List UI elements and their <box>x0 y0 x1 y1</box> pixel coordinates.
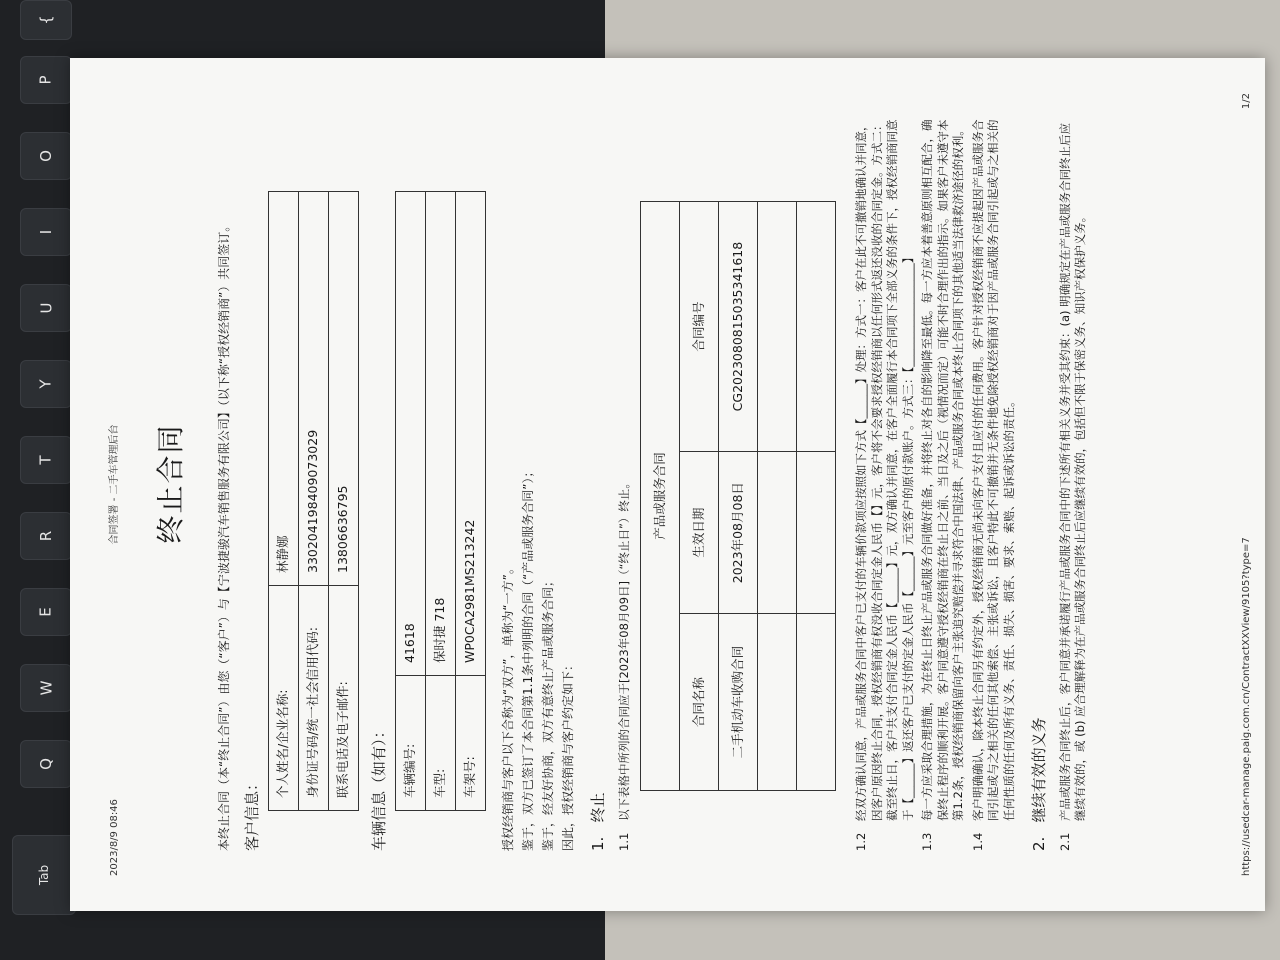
key-i[interactable]: I <box>20 208 72 256</box>
clause-text: 客户明确确认，除本终止合同另有约定外，授权经销商无尚未向客户支付且应付的任何费用。客户针对授权经销商不应提起因产品或服务合同引起或与之相关的任何其他索偿、主张或诉讼，且客户特此不可撤销并无条件地免除授权经销商对于因产品或服务合同引起或与之相关的任何性质的任何及所有义务、责任、损失、损害、要求、索赔、起诉或诉讼的责任。 <box>970 119 1016 821</box>
table-cell <box>797 452 836 614</box>
clause-1-4 <box>971 116 1018 851</box>
table-row <box>425 192 455 811</box>
table-cell <box>758 452 797 614</box>
clause-1-3 <box>920 116 967 851</box>
section-number: 1. <box>589 836 608 851</box>
cell-label: 身份证号码/统一社会信用代码: <box>299 586 329 811</box>
contract-paper <box>70 58 1265 911</box>
section-title: 继续有效的义务 <box>1030 717 1049 823</box>
section-2-heading <box>1029 116 1049 851</box>
table-row <box>455 192 485 811</box>
cell-label: 车辆编号: <box>396 676 426 811</box>
table-row <box>328 192 358 811</box>
cell-value: 41618 <box>396 192 426 676</box>
table-row <box>797 202 836 791</box>
paper-content <box>70 58 1265 911</box>
table-cell <box>797 202 836 452</box>
table-cell <box>758 614 797 791</box>
table-row <box>299 192 329 811</box>
clause-1-1 <box>617 116 633 851</box>
product-contract-table <box>640 201 836 791</box>
section-number: 2. <box>1030 836 1049 851</box>
whereas-2: 鉴于，经友好协商，双方有意终止产品或服务合同； <box>541 574 556 851</box>
key-q[interactable]: Q <box>20 740 72 788</box>
cell-label: 车型: <box>425 676 455 811</box>
key-r[interactable]: R <box>20 512 72 560</box>
table-caption: 产品或服务合同 <box>641 202 680 791</box>
clause-number: 2.1 <box>1057 832 1072 851</box>
contract-body <box>140 116 1093 851</box>
table-caption-row <box>641 202 680 791</box>
clause-2-1 <box>1058 116 1089 851</box>
table-row <box>396 192 426 811</box>
clause-number: 1.4 <box>970 832 985 851</box>
clause-number: 1.3 <box>920 832 935 851</box>
clause-text: 每一方应采取合理措施，为在终止日终止产品或服务合同做好准备，并将终止对各自的影响降至最低。每一方应本着善意原则相互配合，确保终止程序的顺利开展。客户同意遵守授权经销商在终止日之前、当日及之后（视情况而定）可能不时合理作出的指示。如果客户未遵守本第1.2条，授权经销商保留向客户主张追究赔偿并寻求符合中国法律、产品或服务合同或本终止合同项下的其他适当法律救济途径的权利。 <box>920 119 966 821</box>
therefore-text: 因此，授权经销商与客户约定如下： <box>561 658 576 851</box>
header-date: 2023/8/9 08:46 <box>109 799 120 876</box>
cell-value: WP0CA2981MS213242 <box>455 192 485 676</box>
clause-number: 1.2 <box>854 832 869 851</box>
table-cell <box>797 614 836 791</box>
footer-url: https://usedcar-manage.paig.com.cn/ContractXXView/9105?type=7 <box>1241 537 1252 876</box>
section-1-heading <box>588 116 608 851</box>
table-cell: 二手机动车收购合同 <box>719 614 758 791</box>
table-row <box>758 202 797 791</box>
customer-label: 客户信息： <box>242 775 261 851</box>
table-row <box>269 192 299 811</box>
vehicle-label: 车辆信息（如有）： <box>369 723 388 851</box>
key-p[interactable]: P <box>20 56 72 104</box>
clause-text: 产品或服务合同终止后，客户同意并承诺履行产品或服务合同中的下述所有相关义务并受其约束：(a) 明确规定在产品或服务合同终止后应继续有效的，或 (b) 应合理解释为在产品或服务合同终止后应继续有效的，包括但不限于保密义务、知识产权保护义务。 <box>1057 122 1088 821</box>
table-row <box>719 202 758 791</box>
cell-label: 车架号: <box>455 676 485 811</box>
key-e[interactable]: E <box>20 588 72 636</box>
key-y[interactable]: Y <box>20 360 72 408</box>
party-definition: 授权经销商与客户以下合称为“双方”，单称为“一方”。 <box>500 562 515 851</box>
whereas-1: 鉴于，双方已签订了本合同第1.1条中列明的合同（“产品或服务合同”）； <box>520 465 535 851</box>
cell-label: 联系电话及电子邮件: <box>328 586 358 811</box>
cell-value: 330204198409073029 <box>299 192 329 586</box>
key-tab[interactable]: Tab <box>12 835 76 915</box>
header-title: 合同签署 - 二手车管理后台 <box>109 424 120 545</box>
cell-value: 林静娜 <box>269 192 299 586</box>
cell-value: 保时捷 718 <box>425 192 455 676</box>
key-o[interactable]: O <box>20 132 72 180</box>
table-header-row <box>680 202 719 791</box>
clause-text: 以下表格中所列的合同应于[2023年08月09日]（“终止日”）终止。 <box>616 477 631 821</box>
clause-number: 1.1 <box>616 832 631 851</box>
column-header: 生效日期 <box>680 452 719 614</box>
cell-value: 13806636795 <box>328 192 358 586</box>
key-bracket[interactable]: { <box>20 0 72 40</box>
intro-text: 本终止合同（本“终止合同”）由您（“客户”）与【宁波捷骏汽车销售服务有限公司】（以下称“授权经销商”）共同签订。 <box>216 219 231 851</box>
table-cell <box>758 202 797 452</box>
doc-title: 终止合同 <box>154 423 187 544</box>
key-t[interactable]: T <box>20 436 72 484</box>
table-cell: 2023年08月08日 <box>719 452 758 614</box>
clause-1-2 <box>854 116 916 851</box>
customer-table <box>268 191 359 811</box>
column-header: 合同名称 <box>680 614 719 791</box>
vehicle-table <box>395 191 486 811</box>
table-cell: CG20230808150353416​18 <box>719 202 758 452</box>
section-title: 终止 <box>589 792 608 823</box>
column-header: 合同编号 <box>680 202 719 452</box>
cell-label: 个人姓名/企业名称: <box>269 586 299 811</box>
clause-text: 经双方确认同意，产品或服务合同中客户已支付的车辆价款项应按照如下方式【______】处理：方式一：客户在此不可撤销地确认并同意，因客户原因终止合同，授权经销商有权没收合同定金人民币【】元，客户将不会要求授权经销商以任何形式返还没收的合同定金。方式二：截至终止日，客户共支付合同定金人民币【______】元，双方确认并同意，在客户全面履行本合同项下全部义务的条件下，授权经销商同意于【______】返还客户已支付的定金人民币【______】元至客户的原付款账户。方式三：【__________________】 <box>854 119 915 821</box>
key-w[interactable]: W <box>20 664 72 712</box>
page-number: 1/2 <box>1241 93 1252 110</box>
key-u[interactable]: U <box>20 284 72 332</box>
